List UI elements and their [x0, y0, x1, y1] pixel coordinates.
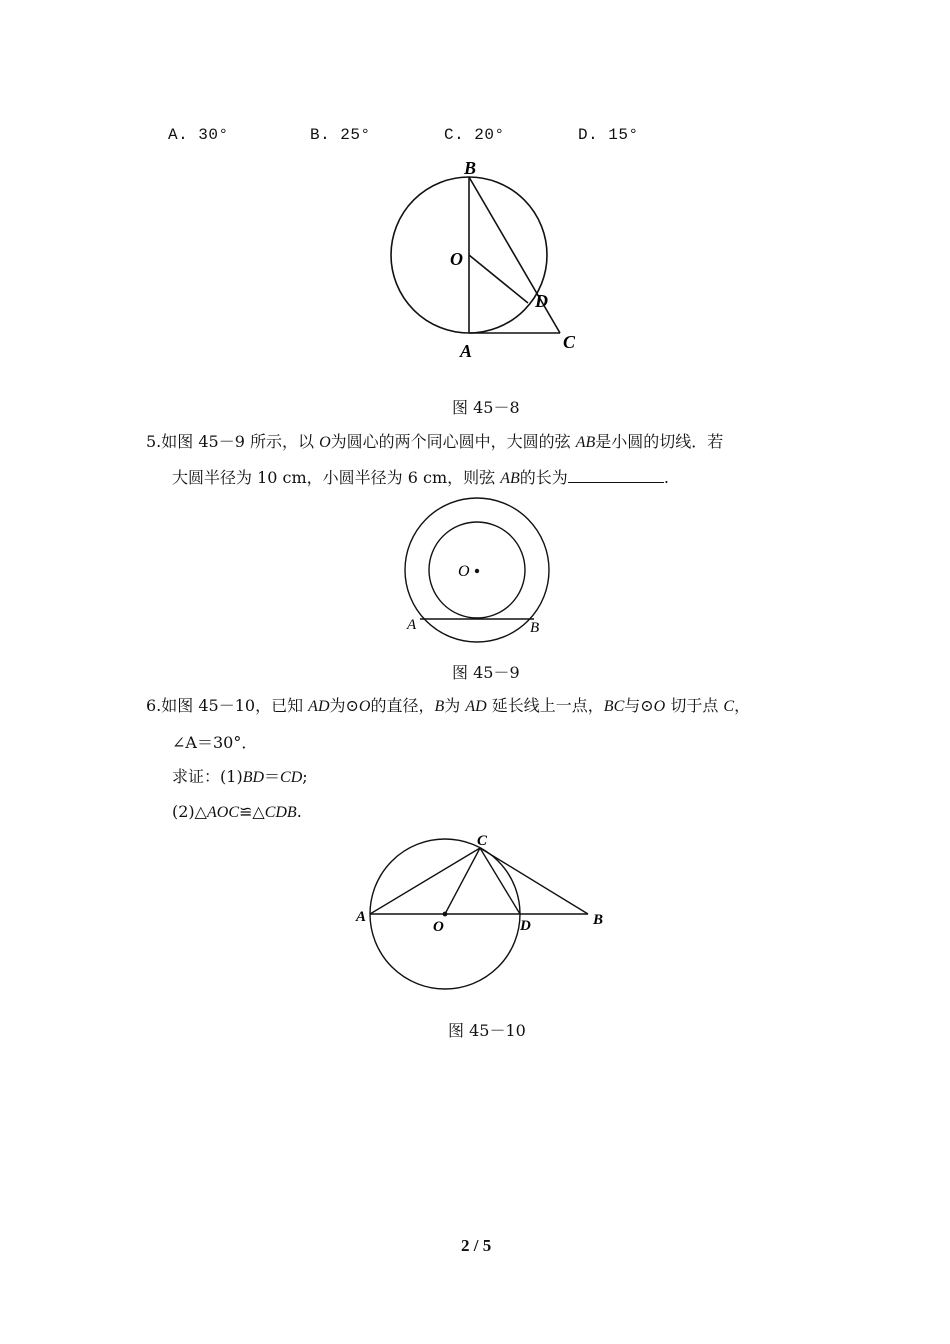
- q6-text: △: [194, 802, 207, 821]
- q6-text: 如图 45－10，已知: [161, 696, 309, 715]
- q5-line2: [172, 467, 669, 490]
- q6-number: 6.: [146, 696, 162, 715]
- q6-text: 为: [444, 696, 466, 715]
- figure-45-9: [395, 500, 565, 645]
- q6-text: (2): [172, 802, 195, 821]
- q5-text: .: [663, 468, 669, 487]
- fig8-label-o: O: [450, 249, 463, 269]
- q6-var: AD: [308, 698, 330, 715]
- q6-prove-label: 求证：: [172, 767, 221, 786]
- fig8-label-c: C: [563, 332, 576, 352]
- q6-line2: ∠A＝30°．: [172, 733, 258, 752]
- option-c: C. 20°: [444, 126, 505, 144]
- q6-var: O: [358, 698, 371, 715]
- option-b: B. 25°: [310, 126, 371, 144]
- q6-text: 切于点: [665, 696, 724, 715]
- fig8-label-b: B: [464, 158, 477, 178]
- q6-text: ;: [302, 767, 308, 786]
- figure-45-8: [380, 150, 600, 365]
- q6-text: ≌△: [238, 802, 265, 821]
- fig10-label-b: B: [593, 912, 604, 928]
- fig9-label-a: A: [407, 617, 417, 633]
- q6-text: 延长线上一点，: [486, 696, 604, 715]
- fig10-caption: 图 45－10: [448, 1021, 526, 1040]
- fig10-center-dot: [443, 912, 448, 917]
- q6-var: CD: [280, 769, 303, 786]
- q5-line1: [146, 431, 723, 454]
- fig10-segment-ac: [370, 848, 480, 914]
- q6-var: O: [653, 698, 666, 715]
- fig10-segment-cb: [480, 848, 588, 914]
- page-number: 2 / 5: [461, 1236, 492, 1255]
- q5-var: AB: [575, 434, 596, 451]
- q6-var: AD: [465, 698, 487, 715]
- q6-prove-1: [172, 766, 308, 789]
- q6-var: BC: [603, 698, 625, 715]
- q6-var: BD: [242, 769, 265, 786]
- q6-var: C: [723, 698, 735, 715]
- q5-var: AB: [500, 470, 520, 487]
- figure-45-10: [350, 828, 620, 998]
- fig8-label-d: D: [535, 291, 548, 311]
- fig9-label-o: O: [458, 563, 470, 580]
- q6-text: ，: [734, 696, 751, 715]
- q5-number: 5.: [146, 432, 162, 451]
- fig8-caption: 图 45－8: [452, 398, 520, 417]
- q6-text: 为⊙: [329, 696, 359, 715]
- q5-text: 大圆半径为 10 cm，小圆半径为 6 cm，则弦: [172, 468, 501, 487]
- fig9-center-dot: [475, 569, 479, 573]
- q6-prove-2: [172, 801, 302, 824]
- option-a: A. 30°: [168, 126, 229, 144]
- fig9-label-b: B: [530, 620, 540, 636]
- fig8-label-a: A: [460, 341, 473, 361]
- q5-text: 如图 45－9 所示，以: [161, 432, 320, 451]
- q6-text: .: [296, 802, 302, 821]
- answer-blank[interactable]: [568, 468, 664, 483]
- q6-line1: [146, 695, 750, 718]
- q5-text: 是小圆的切线．若: [595, 432, 724, 451]
- q6-text: ＝: [264, 767, 281, 786]
- q6-text: 与⊙: [624, 696, 654, 715]
- q6-var: B: [434, 698, 445, 715]
- q5-text: 的长为: [519, 468, 568, 487]
- q5-var: O: [319, 434, 331, 451]
- fig10-segment-cd: [480, 848, 520, 914]
- fig9-caption: 图 45－9: [452, 663, 520, 682]
- q6-text: 的直径，: [370, 696, 435, 715]
- q5-text: 为圆心的两个同心圆中，大圆的弦: [330, 432, 576, 451]
- q6-text: (1): [220, 767, 243, 786]
- fig10-label-o: O: [433, 919, 444, 935]
- fig10-label-c: C: [477, 833, 488, 849]
- fig10-label-a: A: [356, 909, 367, 925]
- q6-var: CDB: [264, 804, 297, 821]
- option-d: D. 15°: [578, 126, 639, 144]
- q6-var: AOC: [206, 804, 239, 821]
- fig10-label-d: D: [520, 918, 531, 934]
